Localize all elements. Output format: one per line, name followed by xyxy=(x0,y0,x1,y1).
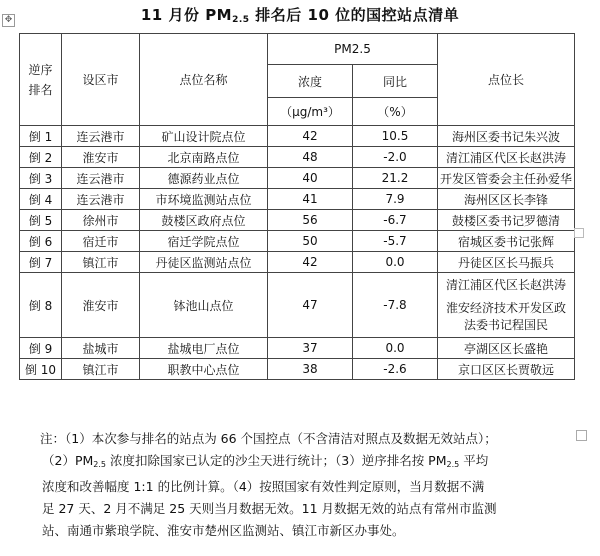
table-move-handle[interactable]: ✥ xyxy=(2,14,15,27)
yoy-cell: 10.5 xyxy=(353,126,438,147)
yoy-cell: -5.7 xyxy=(353,231,438,252)
city-cell: 盐城市 xyxy=(62,338,140,359)
note-line-4: 足 27 天、2 月不满足 25 天则当月数据无效。11 月数据无效的站点有常州市监测 xyxy=(42,501,497,516)
city-cell: 连云港市 xyxy=(62,168,140,189)
header-chief: 点位长 xyxy=(438,34,575,126)
chief-cell: 京口区区长贾敬远 xyxy=(438,359,575,380)
header-concentration-unit: （μg/m³） xyxy=(268,98,353,126)
yoy-cell: -7.8 xyxy=(353,273,438,338)
yoy-cell: 7.9 xyxy=(353,189,438,210)
city-cell: 徐州市 xyxy=(62,210,140,231)
station-cell: 市环境监测站点位 xyxy=(140,189,268,210)
header-yoy: 同比 xyxy=(353,65,438,98)
station-cell: 德源药业点位 xyxy=(140,168,268,189)
chief-cell: 亭湖区区长盛艳 xyxy=(438,338,575,359)
note-line-2: $(2)PM_{2.5}$ 浓度扣除国家已认定的沙尘天进行统计；（3）逆序排名按 $PM_{2.5}$ 平均 xyxy=(42,453,489,469)
concentration-cell: 47 xyxy=(268,273,353,338)
table-row xyxy=(20,338,575,359)
table-row xyxy=(20,231,575,252)
concentration-cell: 41 xyxy=(268,189,353,210)
header-concentration: 浓度 xyxy=(268,65,353,98)
concentration-cell: 40 xyxy=(268,168,353,189)
chief-cell xyxy=(438,273,575,338)
yoy-cell: -2.6 xyxy=(353,359,438,380)
note-line-1: 注：（1）本次参与排名的站点为 66 个国控点（不含清洁对照点及数据无效站点）； xyxy=(40,431,497,446)
yoy-cell: -2.0 xyxy=(353,147,438,168)
rank-cell: 倒 3 xyxy=(20,168,62,189)
header-rank: 逆序 排名 xyxy=(20,34,62,126)
station-cell: 钵池山点位 xyxy=(140,273,268,338)
header-yoy-unit: （%） xyxy=(353,98,438,126)
city-cell: 淮安市 xyxy=(62,273,140,338)
rank-cell: 倒 9 xyxy=(20,338,62,359)
station-cell: 矿山设计院点位 xyxy=(140,126,268,147)
table-row xyxy=(20,273,575,338)
notes xyxy=(42,428,582,542)
concentration-cell: 37 xyxy=(268,338,353,359)
concentration-cell: 56 xyxy=(268,210,353,231)
chief-cell: 鼓楼区委书记罗德清 xyxy=(438,210,575,231)
concentration-cell: 50 xyxy=(268,231,353,252)
station-cell: 宿迁学院点位 xyxy=(140,231,268,252)
yoy-cell: -6.7 xyxy=(353,210,438,231)
city-cell: 连云港市 xyxy=(62,189,140,210)
table-row xyxy=(20,359,575,380)
note-line-3: 浓度和改善幅度 1:1 的比例计算。（4）按照国家有效性判定原则，当月数据不满 xyxy=(42,479,485,494)
chief-cell: 海州区区长李锋 xyxy=(438,189,575,210)
rank-cell: 倒 5 xyxy=(20,210,62,231)
rank-cell: 倒 4 xyxy=(20,189,62,210)
chief-cell: 丹徒区区长马振兵 xyxy=(438,252,575,273)
concentration-cell: 42 xyxy=(268,252,353,273)
table-row xyxy=(20,210,575,231)
concentration-cell: 42 xyxy=(268,126,353,147)
ranking-table xyxy=(19,33,575,380)
rank-cell: 倒 10 xyxy=(20,359,62,380)
chief-cell: 清江浦区代区长赵洪涛 xyxy=(438,147,575,168)
city-cell: 宿迁市 xyxy=(62,231,140,252)
rank-cell: 倒 1 xyxy=(20,126,62,147)
yoy-cell: 0.0 xyxy=(353,252,438,273)
station-cell: 北京南路点位 xyxy=(140,147,268,168)
table-row xyxy=(20,252,575,273)
city-cell: 连云港市 xyxy=(62,126,140,147)
header-city: 设区市 xyxy=(62,34,140,126)
table-row xyxy=(20,168,575,189)
header-pm25: PM2.5 xyxy=(268,34,438,65)
chief-name-second: 淮安经济技术开发区政法委书记程国民 xyxy=(445,301,566,332)
table-row xyxy=(20,126,575,147)
chief-name: 清江浦区代区长赵洪涛 xyxy=(445,278,566,292)
rank-cell: 倒 8 xyxy=(20,273,62,338)
rank-cell: 倒 7 xyxy=(20,252,62,273)
rank-cell: 倒 6 xyxy=(20,231,62,252)
concentration-cell: 48 xyxy=(268,147,353,168)
city-cell: 淮安市 xyxy=(62,147,140,168)
yoy-cell: 0.0 xyxy=(353,338,438,359)
station-cell: 鼓楼区政府点位 xyxy=(140,210,268,231)
chief-cell: 开发区管委会主任孙爱华 xyxy=(438,168,575,189)
station-cell: 丹徒区监测站点位 xyxy=(140,252,268,273)
note-line-5: 站、南通市紫琅学院、淮安市楚州区监测站、镇江市新区办事处。 xyxy=(42,523,405,538)
station-cell: 盐城电厂点位 xyxy=(140,338,268,359)
chief-cell: 海州区委书记朱兴波 xyxy=(438,126,575,147)
document-title: 11 月份 $PM_{2.5}$ 排名后 10 位的国控站点清单 xyxy=(140,6,460,25)
rank-cell: 倒 2 xyxy=(20,147,62,168)
chief-cell: 宿城区委书记张辉 xyxy=(438,231,575,252)
header-station: 点位名称 xyxy=(140,34,268,126)
table-row xyxy=(20,147,575,168)
city-cell: 镇江市 xyxy=(62,359,140,380)
city-cell: 镇江市 xyxy=(62,252,140,273)
yoy-cell: 21.2 xyxy=(353,168,438,189)
concentration-cell: 38 xyxy=(268,359,353,380)
scroll-marker xyxy=(574,228,584,238)
station-cell: 职教中心点位 xyxy=(140,359,268,380)
table-row xyxy=(20,189,575,210)
